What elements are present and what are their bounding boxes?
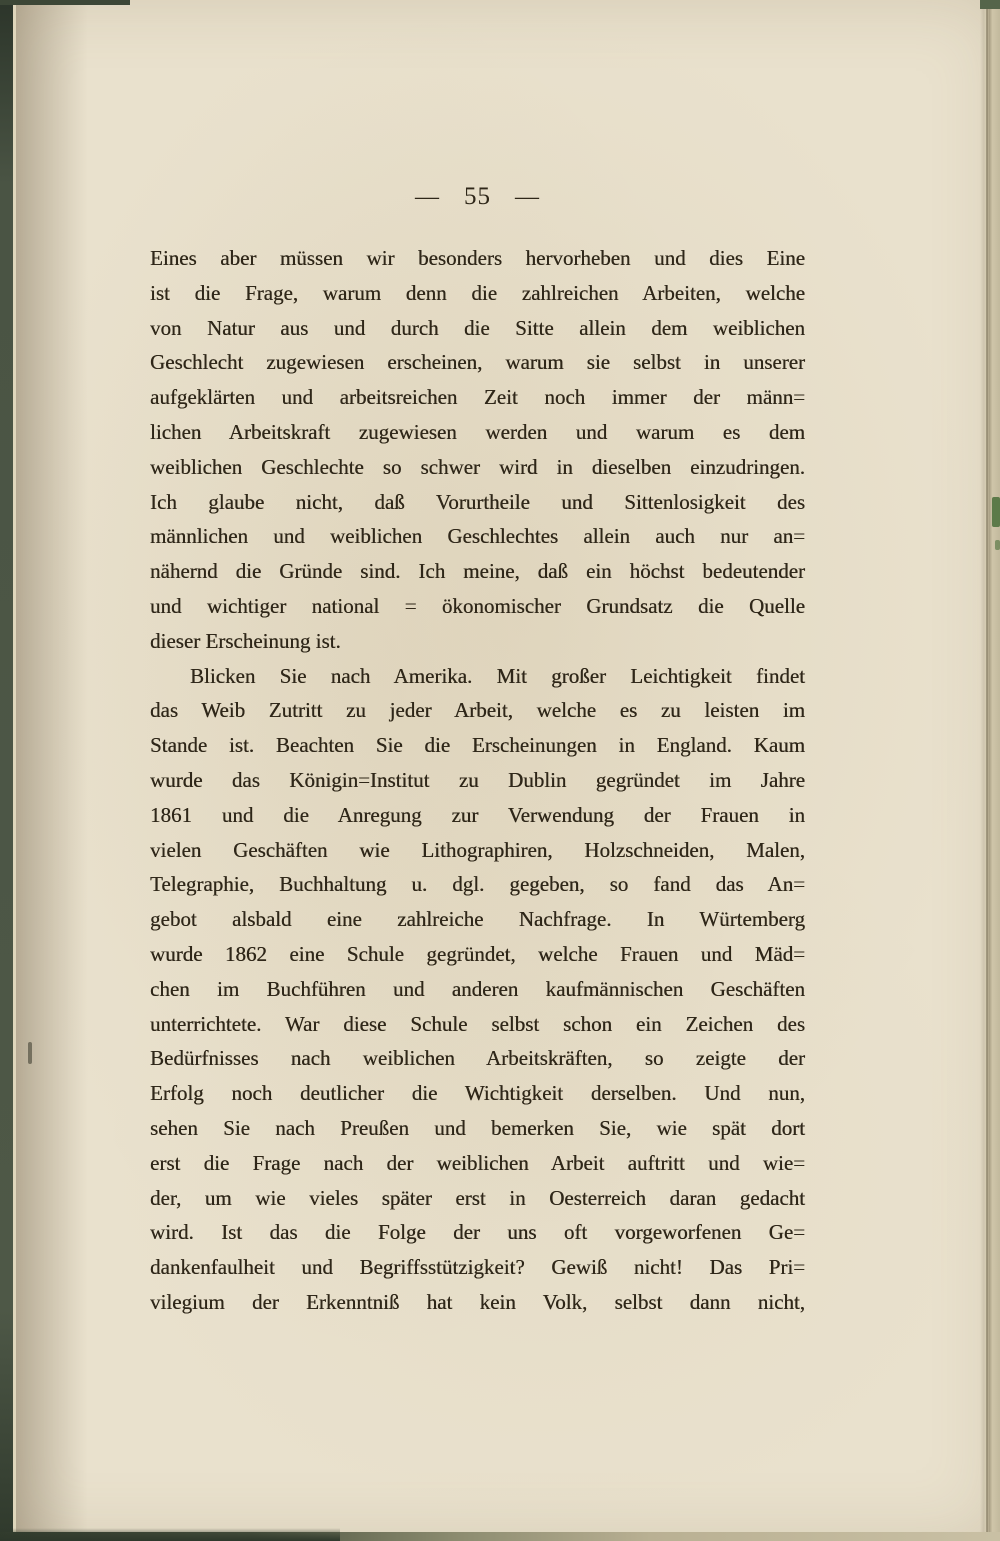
text-line: nähernd die Gründe sind. Ich meine, daß ein höchst bedeutender (150, 559, 805, 584)
page-edge-highlight (13, 0, 16, 1541)
bookmark-speck (992, 497, 1000, 527)
text-line: gebot alsbald eine zahlreiche Nachfrage. In Würtemberg (150, 907, 805, 932)
text-line: wird. Ist das die Folge der uns oft vorgeworfenen Ge= (150, 1220, 805, 1245)
text-line: erst die Frage nach der weiblichen Arbeit auftritt und wie= (150, 1150, 805, 1175)
text-line: chen im Buchführen und anderen kaufmännischen Geschäften (150, 976, 805, 1001)
paragraph (150, 659, 805, 1320)
header-dash-left: — (415, 184, 440, 210)
page-number: 55 (464, 183, 491, 210)
text-line: Blicken Sie nach Amerika. Mit großer Leichtigkeit findet (190, 663, 805, 688)
cover-top-edge (0, 0, 130, 5)
text-line: vilegium der Erkenntniß hat kein Volk, selbst dann nicht, (150, 1289, 805, 1314)
text-line: Erfolg noch deutlicher die Wichtigkeit derselben. Und nun, (150, 1081, 805, 1106)
text-line: und wichtiger national = ökonomischer Grundsatz die Quelle (150, 593, 805, 618)
text-line: von Natur aus und durch die Sitte allein dem weiblichen (150, 315, 805, 340)
gutter-shadow (16, 0, 88, 1541)
text-line: Bedürfnisses nach weiblichen Arbeitskräften, so zeigte der (150, 1046, 805, 1071)
text-line: ist die Frage, warum denn die zahlreichen Arbeiten, welche (150, 280, 805, 305)
text-line: das Weib Zutritt zu jeder Arbeit, welche es zu leisten im (150, 698, 805, 723)
text-block (150, 241, 805, 1320)
page-header (150, 183, 805, 211)
text-line: dieser Erscheinung ist. (150, 628, 341, 653)
page-stack-line (986, 0, 988, 1541)
text-line: wurde 1862 eine Schule gegründet, welche Frauen und Mäd= (150, 941, 805, 966)
text-line: Stande ist. Beachten Sie die Erscheinungen in England. Kaum (150, 733, 805, 758)
cover-top-right-corner (980, 0, 1000, 9)
text-line: 1861 und die Anregung zur Verwendung der Frauen in (150, 802, 805, 827)
paragraph (150, 241, 805, 659)
text-line: unterrichtete. War diese Schule selbst schon ein Zeichen des (150, 1011, 805, 1036)
text-line: Eines aber müssen wir besonders hervorheben und dies Eine (150, 246, 805, 270)
book-spine (0, 0, 13, 1541)
text-line: weiblichen Geschlechte so schwer wird in dieselben einzudringen. (150, 454, 805, 479)
bookmark-speck-small (995, 540, 1000, 550)
text-line: sehen Sie nach Preußen und bemerken Sie, wie spät dort (150, 1115, 805, 1140)
text-line: dankenfaulheit und Begriffsstützigkeit? Gewiß nicht! Das Pri= (150, 1255, 805, 1280)
text-line: Telegraphie, Buchhaltung u. dgl. gegeben, so fand das An= (150, 872, 805, 897)
cover-bottom-left-corner (0, 1528, 340, 1541)
text-line: Ich glaube nicht, daß Vorurtheile und Sittenlosigkeit des (150, 489, 805, 514)
text-line: vielen Geschäften wie Lithographiren, Holzschneiden, Malen, (150, 837, 805, 862)
text-line: der, um wie vieles später erst in Oesterreich daran gedacht (150, 1185, 805, 1210)
page-stack-edge (980, 0, 1000, 1541)
spine-notch-mark (28, 1042, 32, 1064)
text-line: männlichen und weiblichen Geschlechtes allein auch nur an= (150, 524, 805, 549)
text-line: lichen Arbeitskraft zugewiesen werden und warum es dem (150, 419, 805, 444)
text-line: wurde das Königin=Institut zu Dublin gegründet im Jahre (150, 767, 805, 792)
text-line: aufgeklärten und arbeitsreichen Zeit noch immer der männ= (150, 385, 805, 410)
header-dash-right: — (515, 184, 540, 210)
text-line: Geschlecht zugewiesen erscheinen, warum sie selbst in unserer (150, 350, 805, 375)
